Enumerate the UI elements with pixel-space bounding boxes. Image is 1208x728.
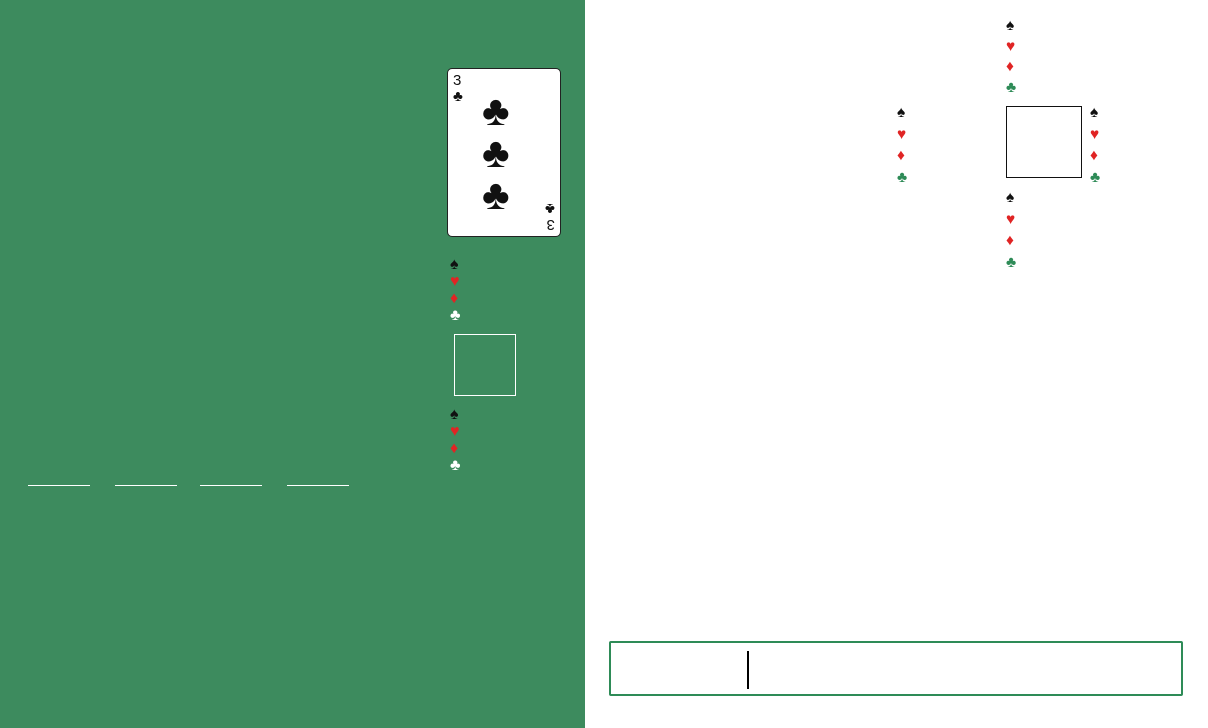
sol-west-hand: ♠ ♥ ♦ ♣ <box>897 104 909 186</box>
auction-head-o <box>115 483 177 486</box>
dummy-cards-row <box>27 68 447 238</box>
sol-east-hand: ♠ ♥ ♦ ♣ <box>1090 104 1102 186</box>
south-hand: ♠ ♥ ♦ ♣ <box>450 406 462 474</box>
compass-box <box>454 334 516 396</box>
promo-box <box>609 641 1183 696</box>
figaro-logo <box>617 651 749 689</box>
auction-head-s <box>28 483 90 486</box>
sol-south-hand: ♠ ♥ ♦ ♣ <box>1006 189 1018 271</box>
auction-head-est <box>287 483 349 486</box>
sol-north-hand: ♠ ♥ ♦ ♣ <box>1006 17 1018 96</box>
auction-head-n <box>200 483 262 486</box>
problem-panel <box>0 0 585 728</box>
sol-compass-box <box>1006 106 1082 178</box>
north-hand: ♠ ♥ ♦ ♣ <box>450 256 462 324</box>
card-3-clubs: 3 ♣ ♣ ♣ ♣ 3 ♣ <box>447 68 561 237</box>
declarer-cards-fan <box>20 215 420 425</box>
